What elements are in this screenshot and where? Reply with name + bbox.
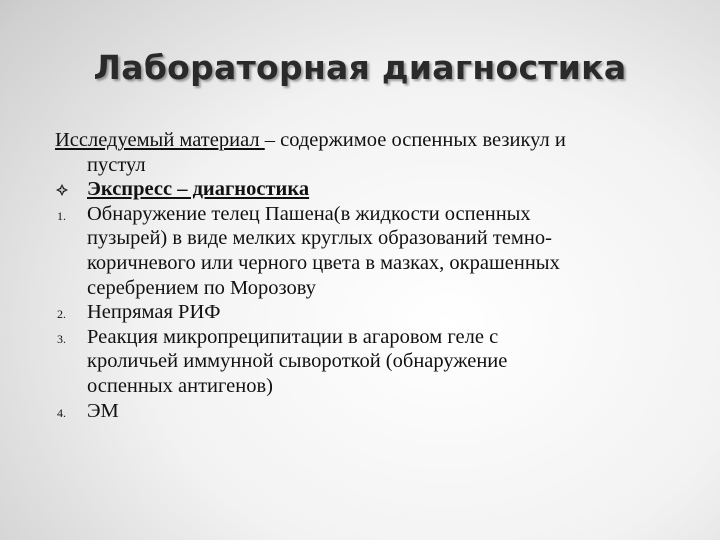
list-item-line: пузырей) в виде мелких круглых образований темно- <box>87 227 552 250</box>
slide-title: Лабораторная диагностика <box>93 48 627 87</box>
list-item-line: Реакция микропреципитации в агаровом геле с <box>87 325 499 348</box>
list-number: 2. <box>57 307 66 322</box>
intro-text-line2: пустул <box>87 153 146 176</box>
list-item-line: ЭМ <box>87 399 119 422</box>
list-number: 3. <box>57 331 66 346</box>
intro-label: Исследуемый материал <box>55 129 265 151</box>
intro-text-line1: – содержимое оспенных везикул и <box>264 129 566 151</box>
list-item-line: Обнаружение телец Пашена(в жидкости оспенных <box>87 202 531 225</box>
express-heading: Экспресс – диагностика <box>87 178 310 201</box>
list-item <box>55 325 675 399</box>
list-item <box>55 300 675 325</box>
list-item-line: кроличьей иммунной сывороткой (обнаружение <box>87 350 508 373</box>
slide-body <box>55 128 675 423</box>
intro-paragraph <box>55 128 675 177</box>
list-number: 4. <box>57 405 66 420</box>
list-item-line: Непрямая РИФ <box>87 301 221 324</box>
diamond-bullet-icon <box>56 184 68 196</box>
list-item <box>55 202 675 300</box>
list-item-line: оспенных антигенов) <box>87 374 273 397</box>
express-bullet-item <box>55 177 675 202</box>
list-number: 1. <box>57 208 66 223</box>
list-item-line: коричневого или черного цвета в мазках, окрашенных <box>87 251 560 274</box>
list-item <box>55 399 675 424</box>
list-item-line: серебрением по Морозову <box>87 276 316 299</box>
